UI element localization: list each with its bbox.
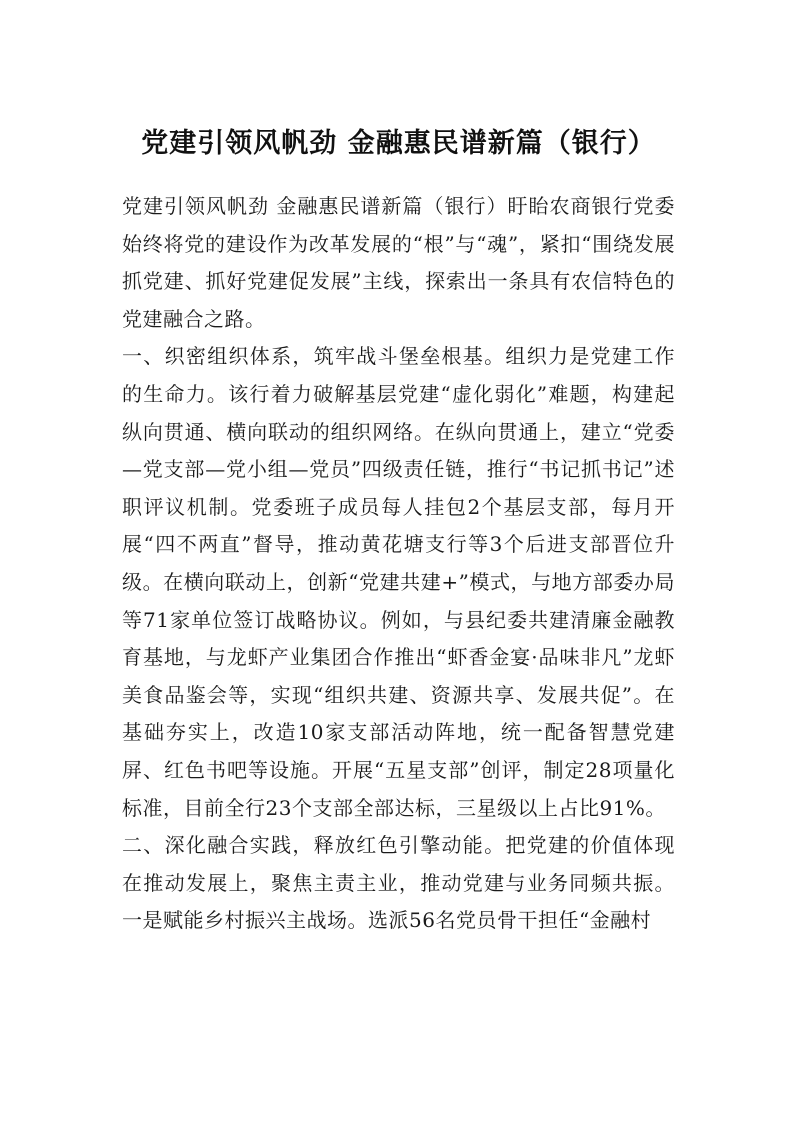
document-body: [122, 188, 675, 940]
paragraph-section-one: 一、织密组织体系，筑牢战斗堡垒根基。组织力是党建工作的生命力。该行着力破解基层党建“虚化弱化”难题，构建起纵向贯通、横向联动的组织网络。在纵向贯通上，建立“党委—党支部—党小组—党员”四级责任链，推行“书记抓书记”述职评议机制。党委班子成员每人挂包2个基层支部，每月开展“四不两直”督导，推动黄花塘支行等3个后进支部晋位升级。在横向联动上，创新“党建共建+”模式，与地方部委办局等71家单位签订战略协议。例如，与县纪委共建清廉金融教育基地，与龙虾产业集团合作推出“虾香金宴·品味非凡”龙虾美食品鉴会等，实现“组织共建、资源共享、发展共促”。在基础夯实上，改造10家支部活动阵地，统一配备智慧党建屏、红色书吧等设施。开展“五星支部”创评，制定28项量化标准，目前全行23个支部全部达标，三星级以上占比91%。: [122, 344, 675, 820]
paragraph-section-two: 二、深化融合实践，释放红色引擎动能。把党建的价值体现在推动发展上，聚焦主责主业，推动党建与业务同频共振。一是赋能乡村振兴主战场。选派56名党员骨干担任“金融村: [122, 833, 675, 933]
paragraph-intro: 党建引领风帆劲 金融惠民谱新篇（银行）盱眙农商银行党委始终将党的建设作为改革发展的“根”与“魂”，紧扣“围绕发展抓党建、抓好党建促发展”主线，探索出一条具有农信特色的党建融合之路。: [122, 194, 675, 331]
document-title: 党建引领风帆劲 金融惠民谱新篇（银行）: [141, 128, 656, 159]
